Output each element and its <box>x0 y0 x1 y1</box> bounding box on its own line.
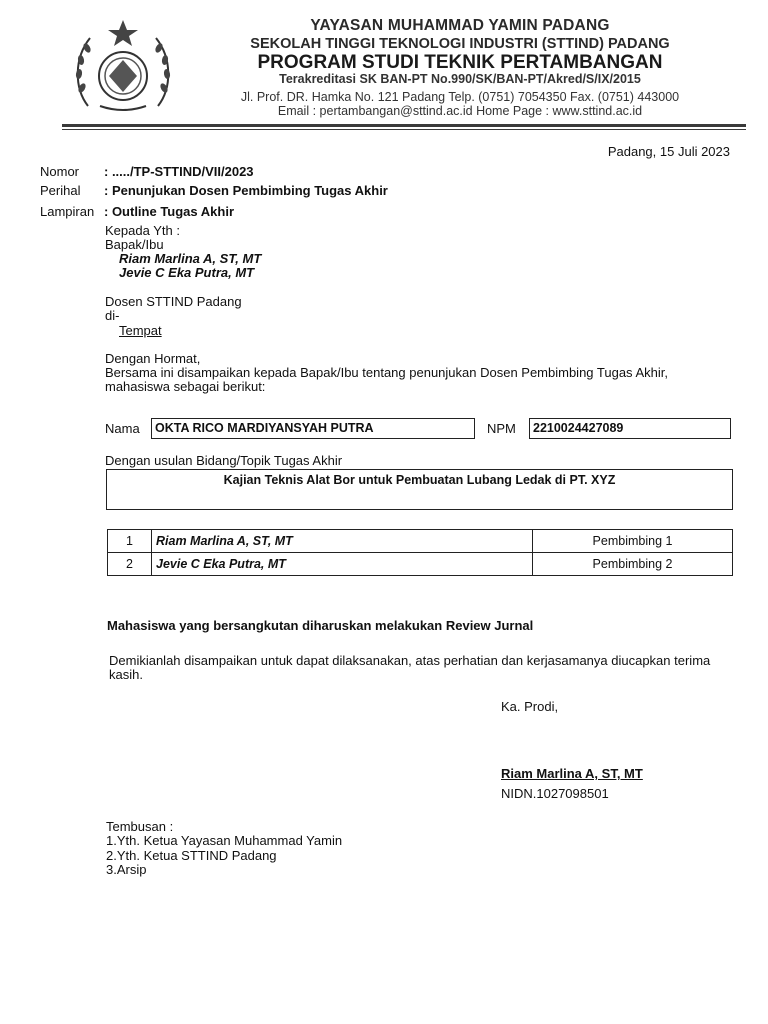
supervisor-role: Pembimbing 2 <box>533 553 733 576</box>
signature-name: Riam Marlina A, ST, MT <box>501 766 643 781</box>
opening-line-2: mahasiswa sebagai berikut: <box>105 379 266 394</box>
opening-line-1: Bersama ini disampaikan kepada Bapak/Ibu tentang penunjukan Dosen Pembimbing Tugas Akhir, <box>105 365 668 380</box>
meta-value-lampiran: : Outline Tugas Akhir <box>104 204 235 219</box>
table-row <box>108 553 733 576</box>
header-divider-thick <box>62 124 746 127</box>
review-notice: Mahasiswa yang bersangkutan diharuskan melakukan Review Jurnal <box>107 618 534 633</box>
closing-line-1: Demikianlah disampaikan untuk dapat dilaksanakan, atas perhatian dan kerjasamanya diucapkan terima <box>109 653 711 668</box>
meta-label-nomor: Nomor <box>40 164 80 179</box>
student-name: OKTA RICO MARDIYANSYAH PUTRA <box>155 421 374 435</box>
cc-heading: Tembusan : <box>106 819 174 834</box>
college-name: SEKOLAH TINGGI TEKNOLOGI INDUSTRI (STTIND) PADANG <box>250 36 670 52</box>
topic-title: Kajian Teknis Alat Bor untuk Pembuatan Lubang Ledak di PT. XYZ <box>223 473 616 487</box>
supervisor-role: Pembimbing 1 <box>533 530 733 553</box>
recipient-institution: Dosen STTIND Padang <box>105 294 242 309</box>
supervisor-no: 2 <box>108 553 152 576</box>
institution-logo <box>70 18 176 118</box>
recipient-place: Tempat <box>119 323 162 338</box>
signature-nidn: NIDN.1027098501 <box>501 786 609 801</box>
recipient-to: Kepada Yth : <box>105 223 180 238</box>
supervisor-no: 1 <box>108 530 152 553</box>
recipient-name-2: Jevie C Eka Putra, MT <box>119 265 255 280</box>
topic-box <box>106 469 733 510</box>
greeting: Dengan Hormat, <box>105 351 201 366</box>
meta-label-perihal: Perihal <box>40 183 81 198</box>
meta-label-lampiran: Lampiran <box>40 204 95 219</box>
meta-value-perihal: : Penunjukan Dosen Pembimbing Tugas Akhir <box>104 183 388 198</box>
meta-value-nomor: : ...../TP-STTIND/VII/2023 <box>104 164 254 179</box>
cc-item: 3.Arsip <box>106 862 147 877</box>
student-name-box <box>151 418 475 439</box>
signature-title: Ka. Prodi, <box>501 699 559 714</box>
supervisor-name: Jevie C Eka Putra, MT <box>152 553 533 576</box>
foundation-name: YAYASAN MUHAMMAD YAMIN PADANG <box>310 17 610 34</box>
date-place: Padang, 15 Juli 2023 <box>607 144 730 159</box>
address-line: Jl. Prof. DR. Hamka No. 121 Padang Telp. (0751) 7054350 Fax. (0751) 443000 <box>240 90 680 104</box>
table-row <box>108 530 733 553</box>
header-divider-thin <box>62 129 746 130</box>
recipient-salutation: Bapak/Ibu <box>105 237 164 252</box>
cc-item: 1.Yth. Ketua Yayasan Muhammad Yamin <box>106 833 343 848</box>
student-npm: 2210024427089 <box>533 421 624 435</box>
accreditation-line: Terakreditasi SK BAN-PT No.990/SK/BAN-PT/Akred/S/IX/2015 <box>279 72 641 86</box>
closing-line-2: kasih. <box>109 667 143 682</box>
student-name-label: Nama <box>105 421 140 436</box>
contact-line: Email : pertambangan@sttind.ac.id Home Page : www.sttind.ac.id <box>277 104 643 118</box>
recipient-di: di- <box>105 308 120 323</box>
supervisor-name: Riam Marlina A, ST, MT <box>152 530 533 553</box>
topic-intro: Dengan usulan Bidang/Topik Tugas Akhir <box>105 453 343 468</box>
cc-item: 2.Yth. Ketua STTIND Padang <box>106 848 277 863</box>
recipient-name-1: Riam Marlina A, ST, MT <box>119 251 262 266</box>
supervisors-table <box>107 529 733 576</box>
student-npm-box <box>529 418 731 439</box>
student-npm-label: NPM <box>487 421 516 436</box>
program-name: PROGRAM STUDI TEKNIK PERTAMBANGAN <box>257 52 663 73</box>
